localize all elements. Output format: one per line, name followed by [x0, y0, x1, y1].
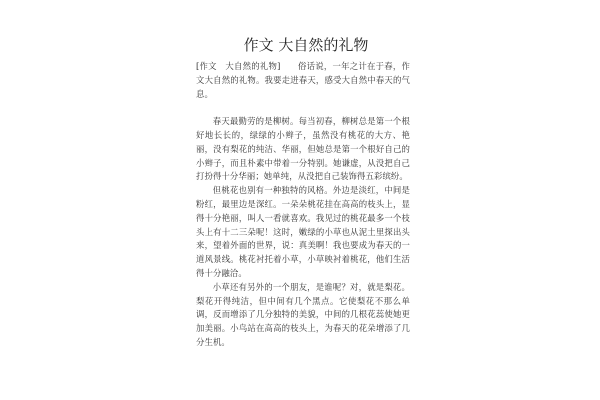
paragraph-peach-blossom: 但桃花也别有一种独特的风格。外边是淡红，中间是粉红，最里边是深红。一朵朵桃花挂在高高的枝头上，显得十分艳丽，叫人一看就喜欢。我见过的桃花最多一个枝头上有十二三朵呢！这时，嫩绿的小草也从泥土里探出头来，望着外面的世界，说：真美啊！我也要成为春天的一道风景线。桃花衬托着小草，小草映衬着桃花，他们生活得十分融洽。	[196, 185, 410, 278]
paragraph-pear-blossom: 小草还有另外的一个朋友，是谁呢？对，就是梨花。梨花开得纯洁，但中间有几个黑点。它使梨花不那么单调，反而增添了几分独特的美貌，中间的几根花蕊使她更加美丽。小鸟站在高高的枝头上，为春天的花朵增添了几分生机。	[196, 281, 410, 347]
paragraph-willow: 春天最勤劳的是柳树。每当初春，柳树总是第一个根好地长长的，绿绿的小辫子，虽然没有桃花的大方、艳丽，没有梨花的纯洁、华丽，但她总是第一个根好自己的小辫子，而且朴素中带着一分特别。她谦虚，从没把自己打扮得十分华丽；她单纯，从没把自己装饰得五彩缤纷。	[196, 116, 410, 182]
document-title: 作文 大自然的礼物	[243, 36, 369, 54]
document-page	[196, 0, 416, 400]
document-body	[196, 60, 410, 350]
paragraph-intro: [作文 大自然的礼物] 俗话说，一年之计在于春，作文大自然的礼物。我要走进春天，感受大自然中春天的气息。	[196, 61, 410, 99]
